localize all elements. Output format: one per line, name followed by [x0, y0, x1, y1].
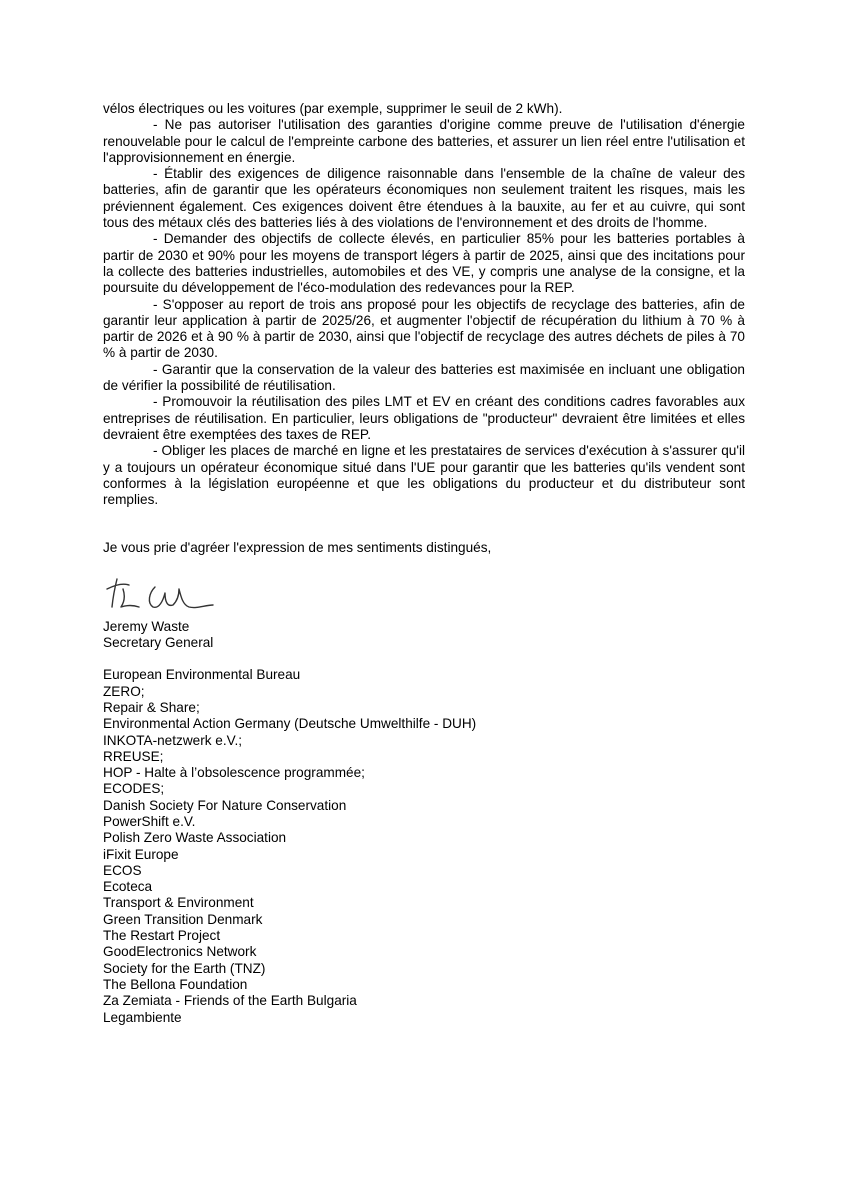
paragraph-guarantees-of-origin: - Ne pas autoriser l'utilisation des garanties d'origine comme preuve de l'utilisation d'énergie renouvelable pour le calcul de l'empreinte carbone des batteries, et assurer un lien réel entre l'utilisation et l'approvisionnement en énergie.: [103, 117, 745, 165]
signer-block: [103, 619, 745, 652]
organization-list: [103, 667, 745, 1026]
paragraph-value-conservation: - Garantir que la conservation de la valeur des batteries est maximisée en incluant une obligation de vérifier la possibilité de réutilisation.: [103, 361, 745, 394]
organization-item: The Bellona Foundation: [103, 976, 248, 992]
organization-item: ECOS: [103, 862, 142, 878]
organization-item: Transport & Environment: [103, 895, 254, 911]
organization-item: GoodElectronics Network: [103, 944, 257, 960]
paragraph-reuse-promotion: - Promouvoir la réutilisation des piles LMT et EV en créant des conditions cadres favorables aux entreprises de réutilisation. En particulier, leurs obligations de "producteur" devraient être limitées et elles devraient être exemptées des taxes de REP.: [103, 394, 745, 442]
paragraph-recycling-targets: - S'opposer au report de trois ans proposé pour les objectifs de recyclage des batteries, afin de garantir leur application à partir de 2025/26, et augmenter l'objectif de récupération du lithium à 70 % à partir de 2026 et à 90 % à partir de 2030, ainsi que l'objectif de recyclage des autres déchets de piles à 70 % à partir de 2030.: [103, 296, 745, 361]
paragraph-online-marketplaces: - Obliger les places de marché en ligne et les prestataires de services d'exécution à s'assurer qu'il y a toujours un opérateur économique situé dans l'UE pour garantir que les batteries qu'ils vendent sont conformes à la législation européenne et que les obligations du producteur et du distributeur sont remplies.: [103, 443, 745, 508]
letter-page: [103, 101, 745, 1026]
handwritten-signature: [103, 575, 233, 615]
organization-item: The Restart Project: [103, 928, 221, 944]
signer-title: Secretary General: [103, 635, 214, 651]
paragraph-collection-targets: - Demander des objectifs de collecte élevés, en particulier 85% pour les batteries portables à partir de 2030 et 90% pour les moyens de transport légers à partir de 2025, ainsi que des incitations pour la collecte des batteries industrielles, automobiles et des VE, y compris une analyse de la consigne, et la poursuite du développement de l'éco-modulation des redevances pour la REP.: [103, 231, 745, 296]
organization-item: European Environmental Bureau: [103, 667, 301, 683]
organization-item: HOP - Halte à l’obsolescence programmée;: [103, 765, 365, 781]
organization-item: RREUSE;: [103, 748, 164, 764]
organization-item: Green Transition Denmark: [103, 911, 263, 927]
organization-item: iFixit Europe: [103, 846, 179, 862]
paragraph-due-diligence: - Établir des exigences de diligence raisonnable dans l'ensemble de la chaîne de valeur des batteries, afin de garantir que les opérateurs économiques non seulement traitent les risques, mais les préviennent également. Ces exigences doivent être étendues à la bauxite, au fer et au cuivre, qui sont tous des métaux clés des batteries liés à des violations de l'environnement et des droits de l'homme.: [103, 166, 745, 231]
signer-name: Jeremy Waste: [103, 618, 190, 634]
organization-item: INKOTA-netzwerk e.V.;: [103, 732, 243, 748]
organization-item: Environmental Action Germany (Deutsche Umwelthilfe - DUH): [103, 716, 477, 732]
organization-item: Za Zemiata - Friends of the Earth Bulgaria: [103, 993, 357, 1009]
organization-item: Society for the Earth (TNZ): [103, 960, 266, 976]
paragraph-intro-continuation: vélos électriques ou les voitures (par exemple, supprimer le seuil de 2 kWh).: [103, 101, 563, 116]
organization-item: ZERO;: [103, 683, 145, 699]
closing-salutation: Je vous prie d'agréer l'expression de mes sentiments distingués,: [103, 540, 492, 556]
organization-item: Legambiente: [103, 1009, 182, 1025]
organization-item: Polish Zero Waste Association: [103, 830, 287, 846]
organization-item: Danish Society For Nature Conservation: [103, 797, 347, 813]
organization-item: ECODES;: [103, 781, 165, 797]
organization-item: Ecoteca: [103, 879, 153, 895]
letter-body: [103, 101, 745, 508]
organization-item: Repair & Share;: [103, 699, 200, 715]
organization-item: PowerShift e.V.: [103, 813, 196, 829]
